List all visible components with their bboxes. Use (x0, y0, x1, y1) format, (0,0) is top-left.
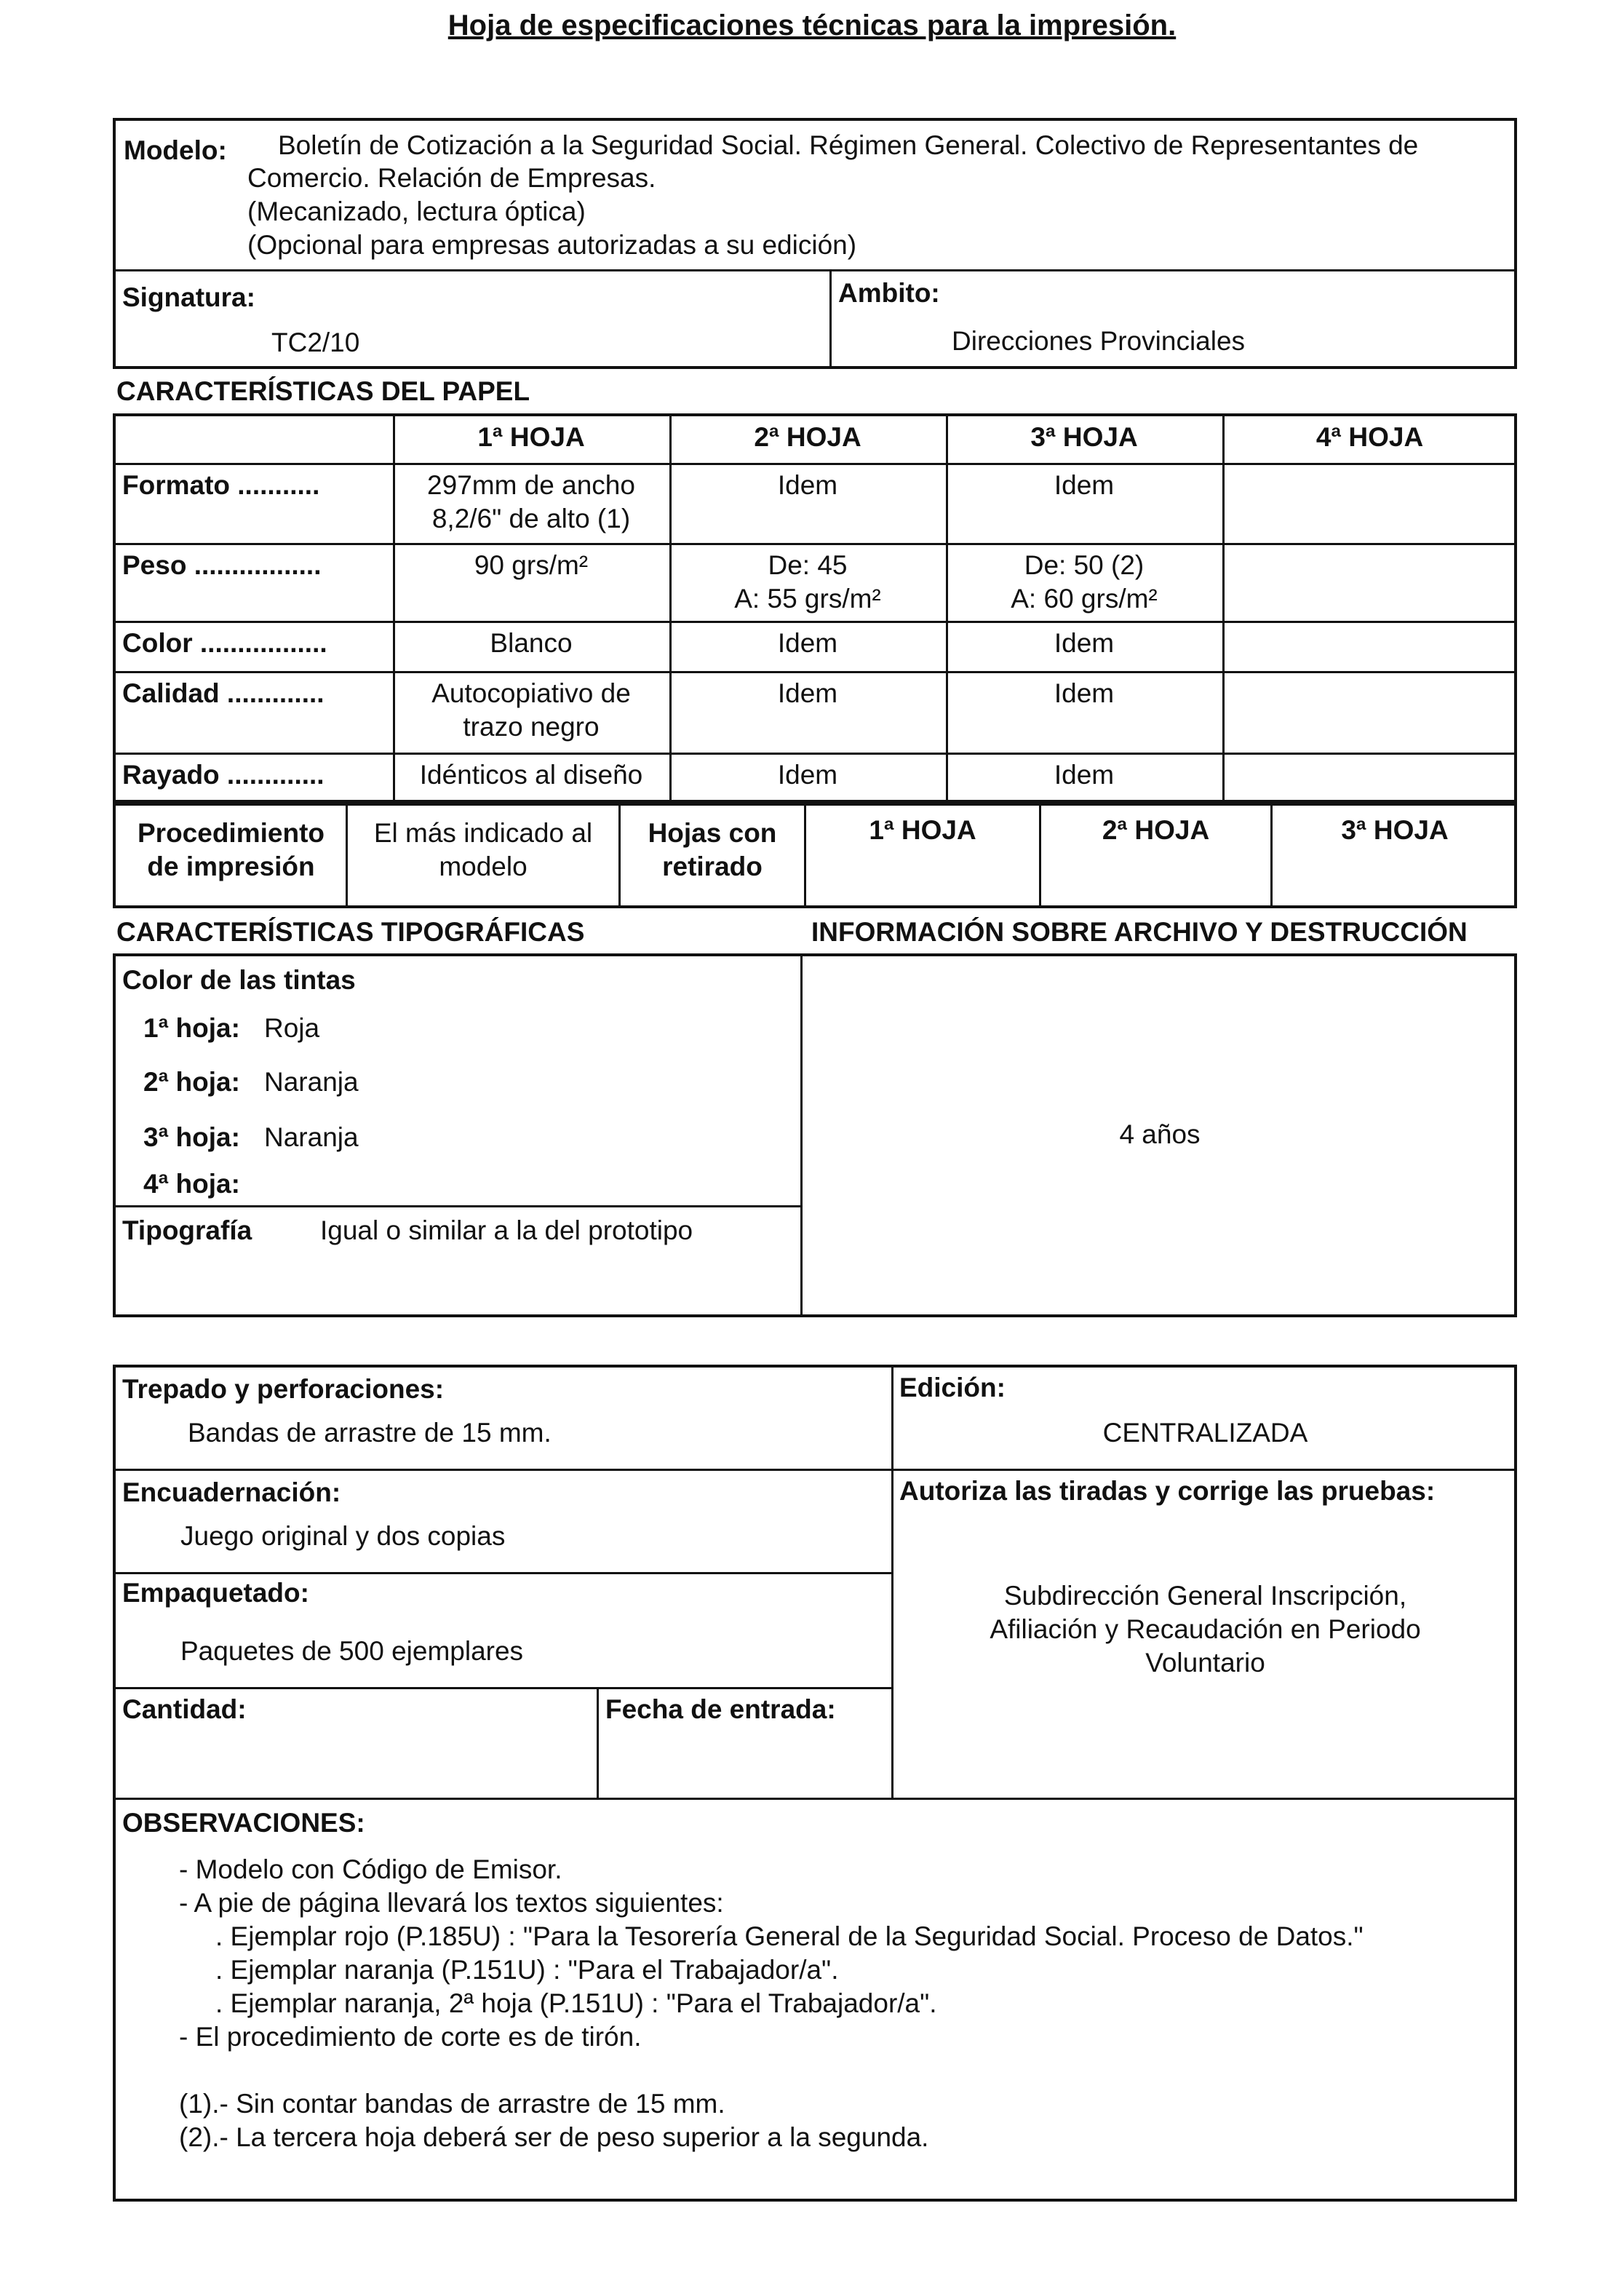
papel-cell: Idem (777, 628, 838, 658)
papel-cell: Idem (1054, 678, 1115, 708)
obs-note-2: (2).- La tercera hoja deberá ser de peso superior a la segunda. (179, 2122, 929, 2152)
obs-line-2: - A pie de página llevará los textos siguientes: (179, 1888, 724, 1918)
procedimiento-label: Procedimiento de impresión (138, 818, 325, 881)
divider (113, 1469, 1517, 1471)
divider (597, 1687, 599, 1798)
autoriza-label: Autoriza las tiradas y corrige las pruebas: (899, 1476, 1436, 1506)
papel-cell: De: 50 (2) A: 60 grs/m² (1011, 550, 1158, 614)
observaciones-label: OBSERVACIONES: (122, 1808, 365, 1838)
papel-cell: Autocopiativo de trazo negro (431, 678, 631, 742)
papel-cell: 297mm de ancho 8,2/6" de alto (1) (427, 470, 635, 533)
papel-row-label: Peso ................. (122, 550, 322, 580)
ambito-value: Direcciones Provinciales (952, 326, 1246, 356)
hojas-retirado-label: Hojas con retirado (648, 818, 777, 881)
divider (113, 1572, 891, 1574)
modelo-line-2: Comercio. Relación de Empresas. (247, 163, 656, 193)
obs-line-6: - El procedimiento de corte es de tirón. (179, 2022, 642, 2052)
papel-cell: Idem (1054, 470, 1115, 500)
tinta-hoja-1-label: 1ª hoja: (143, 1013, 240, 1043)
papel-col-header-4: 4ª HOJA (1315, 422, 1424, 452)
tinta-hoja-3-value: Naranja (264, 1122, 359, 1152)
encuadernacion-label: Encuadernación: (122, 1477, 341, 1507)
papel-row-label: Calidad ............. (122, 678, 325, 708)
papel-row-label: Formato ........... (122, 470, 320, 500)
papel-col-header-3: 3ª HOJA (1030, 422, 1138, 452)
divider (113, 621, 1517, 623)
modelo-line-1: Boletín de Cotización a la Seguridad Social. Régimen General. Colectivo de Representantes de (278, 130, 1419, 160)
trepado-value: Bandas de arrastre de 15 mm. (188, 1418, 552, 1448)
divider (113, 1205, 800, 1207)
papel-cell: 90 grs/m² (474, 550, 589, 580)
tinta-hoja-3-label: 3ª hoja: (143, 1122, 240, 1152)
modelo-label: Modelo: (124, 135, 227, 165)
divider (113, 543, 1517, 545)
obs-note-1: (1).- Sin contar bandas de arrastre de 15 mm. (179, 2089, 725, 2119)
trepado-label: Trepado y perforaciones: (122, 1374, 445, 1404)
divider (113, 269, 1517, 271)
encuadernacion-value: Juego original y dos copias (180, 1521, 506, 1551)
tinta-hoja-4-label: 4ª hoja: (143, 1169, 240, 1199)
empaquetado-label: Empaquetado: (122, 1578, 309, 1608)
obs-line-4: . Ejemplar naranja (P.151U) : "Para el Trabajador/a". (215, 1955, 839, 1985)
papel-col-header-2: 2ª HOJA (754, 422, 861, 452)
ambito-label: Ambito: (838, 278, 940, 308)
papel-col-header-1: 1ª HOJA (477, 422, 585, 452)
procedimiento-value: El más indicado al modelo (373, 818, 593, 881)
divider (1222, 413, 1225, 803)
autoriza-value: Subdirección General Inscripción, Afiliación y Recaudación en Periodo Voluntario (990, 1581, 1421, 1678)
tinta-hoja-1-value: Roja (264, 1013, 320, 1043)
tinta-hoja-2-label: 2ª hoja: (143, 1067, 240, 1097)
papel-cell: Idem (1054, 628, 1115, 658)
obs-line-1: - Modelo con Código de Emisor. (179, 1854, 562, 1884)
papel-cell: Blanco (490, 628, 573, 658)
papel-cell: Idem (1054, 760, 1115, 790)
papel-cell: Idem (777, 760, 838, 790)
color-tintas-label: Color de las tintas (122, 965, 356, 995)
retirado-col-3: 3ª HOJA (1341, 815, 1449, 845)
papel-row-label: Rayado ............. (122, 760, 325, 790)
retirado-col-2: 2ª HOJA (1102, 815, 1210, 845)
archivo-value: 4 años (1119, 1119, 1201, 1149)
papel-cell: Idénticos al diseño (419, 760, 643, 790)
modelo-line-3: (Mecanizado, lectura óptica) (247, 197, 586, 226)
divider (113, 463, 1517, 465)
signatura-value: TC2/10 (271, 328, 360, 357)
retirado-col-1: 1ª HOJA (869, 815, 976, 845)
signatura-label: Signatura: (122, 282, 255, 312)
cantidad-label: Cantidad: (122, 1694, 247, 1724)
papel-cell: De: 45 A: 55 grs/m² (734, 550, 881, 614)
papel-heading: CARACTERÍSTICAS DEL PAPEL (116, 376, 530, 406)
tipografia-value: Igual o similar a la del prototipo (320, 1215, 693, 1245)
tipograficas-heading: CARACTERÍSTICAS TIPOGRÁFICAS (116, 917, 585, 947)
divider (113, 753, 1517, 755)
obs-line-3: . Ejemplar rojo (P.185U) : "Para la Tesorería General de la Seguridad Social. Proceso de Datos." (215, 1921, 1364, 1951)
obs-line-5: . Ejemplar naranja, 2ª hoja (P.151U) : "Para el Trabajador/a". (215, 1988, 937, 2018)
tipografia-label: Tipografía (122, 1215, 252, 1245)
modelo-line-4: (Opcional para empresas autorizadas a su edición) (247, 230, 857, 260)
divider (113, 1798, 1517, 1800)
divider (113, 671, 1517, 673)
fecha-entrada-label: Fecha de entrada: (605, 1694, 836, 1724)
divider (829, 269, 832, 369)
archivo-heading: INFORMACIÓN SOBRE ARCHIVO Y DESTRUCCIÓN (811, 917, 1468, 947)
edicion-label: Edición: (899, 1373, 1006, 1402)
papel-row-label: Color ................. (122, 628, 327, 658)
empaquetado-value: Paquetes de 500 ejemplares (180, 1636, 524, 1666)
tinta-hoja-2-value: Naranja (264, 1067, 359, 1097)
papel-cell: Idem (777, 470, 838, 500)
edicion-value: CENTRALIZADA (1102, 1418, 1308, 1448)
page-title: Hoja de especificaciones técnicas para la impresión. (447, 9, 1177, 41)
divider (113, 1687, 891, 1689)
papel-cell: Idem (777, 678, 838, 708)
